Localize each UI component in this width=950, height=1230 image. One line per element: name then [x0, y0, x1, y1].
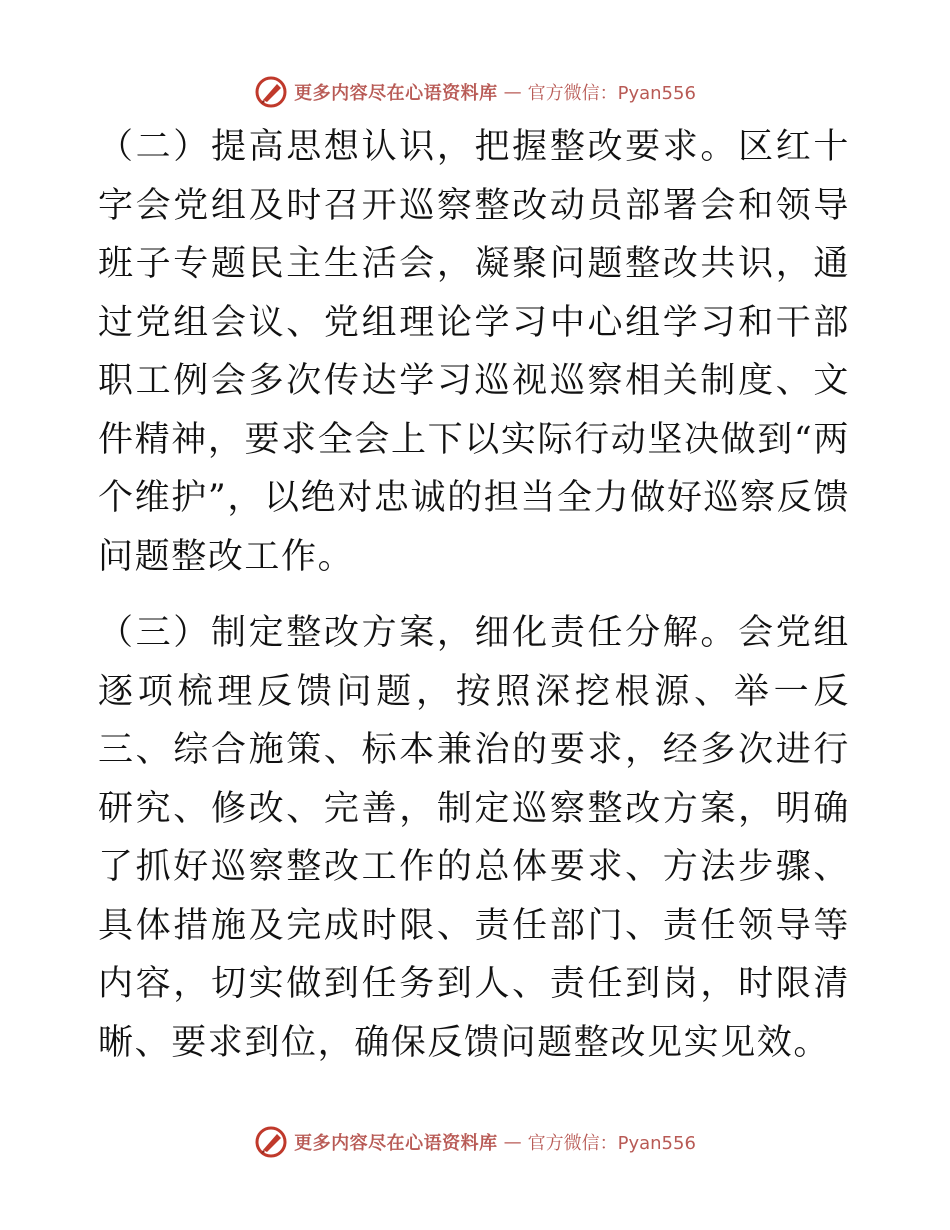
- pen-logo-icon: [254, 75, 288, 109]
- paragraph-section-3: （三）制定整改方案，细化责任分解。会党组逐项梳理反馈问题，按照深挖根源、举一反三、综合施策、标本兼治的要求，经多次进行研究、修改、完善，制定巡察整改方案，明确了抓好巡察整改工作的总体要求、方法步骤、具体措施及完成时限、责任部门、责任领导等内容，切实做到任务到人、责任到岗，时限清晰、要求到位，确保反馈问题整改见实见效。: [98, 613, 850, 1063]
- watermark-wechat: 官方微信：Pyan556: [527, 1133, 696, 1154]
- watermark-dash: —: [503, 1131, 522, 1153]
- watermark-text: 更多内容尽在心语资料库: [294, 1133, 498, 1154]
- pen-logo-icon: [254, 1125, 288, 1159]
- document-body: [98, 118, 850, 1072]
- paragraph-section-2: （二）提高思想认识，把握整改要求。区红十字会党组及时召开巡察整改动员部署会和领导班子专题民主生活会，凝聚问题整改共识，通过党组会议、党组理论学习中心组学习和干部职工例会多次传达学习巡视巡察相关制度、文件精神，要求全会上下以实际行动坚决做到“两个维护”，以绝对忠诚的担当全力做好巡察反馈问题整改工作。: [98, 127, 850, 577]
- watermark-wechat: 官方微信：Pyan556: [527, 83, 696, 104]
- watermark-dash: —: [503, 81, 522, 103]
- header-watermark: [0, 72, 950, 112]
- watermark-text: 更多内容尽在心语资料库: [294, 83, 498, 104]
- footer-watermark: [0, 1122, 950, 1162]
